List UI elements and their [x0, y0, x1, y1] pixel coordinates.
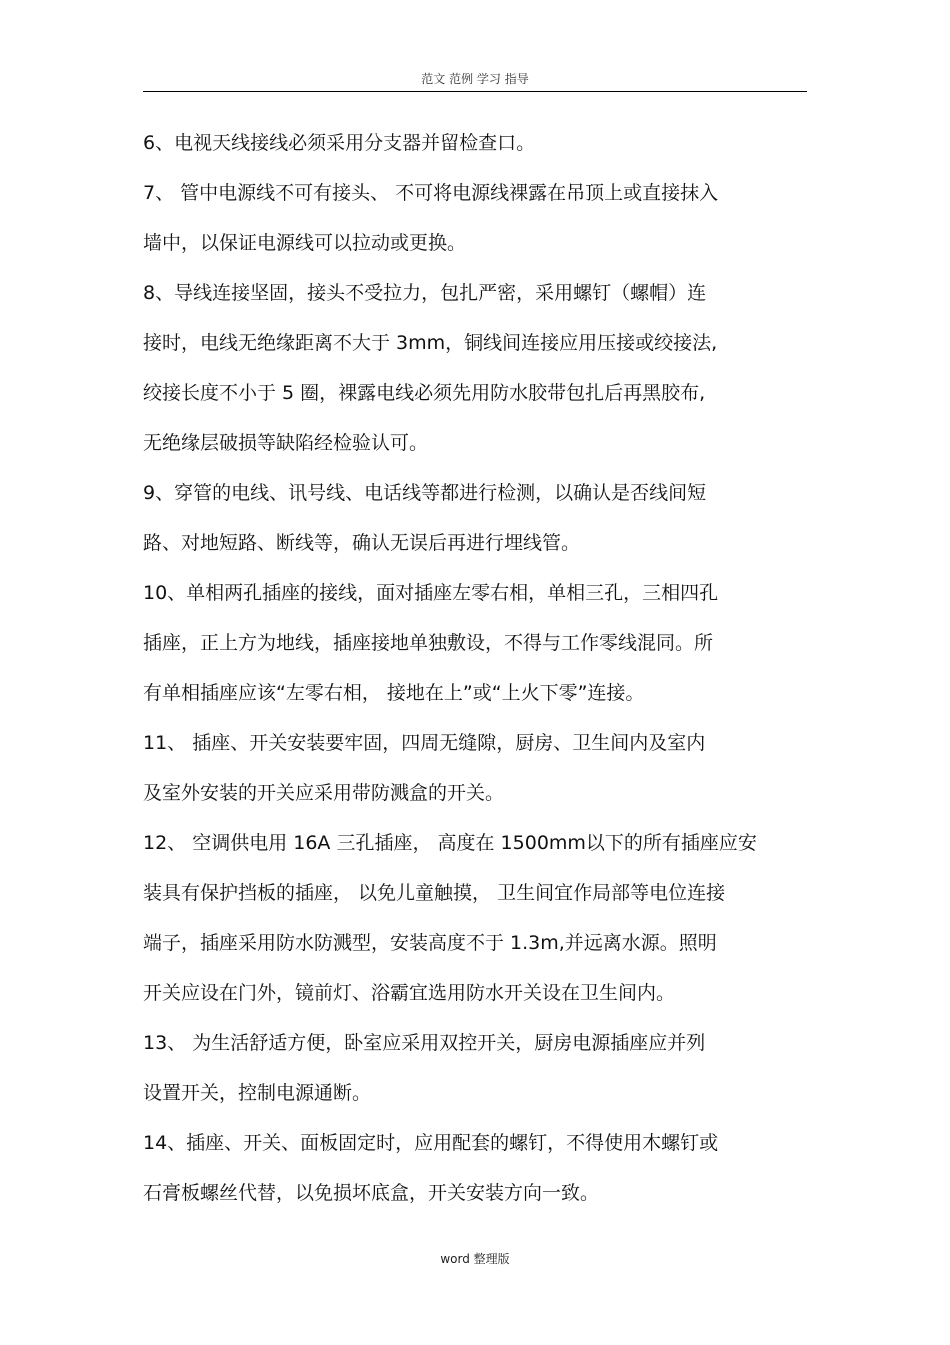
text-line-13: 11、 插座、开关安装要牢固，四周无缝隙，厨房、卫生间内及室内 — [143, 732, 706, 754]
text-line-20: 设置开关，控制电源通断。 — [143, 1082, 372, 1104]
text-line-12: 有单相插座应该“左零右相， 接地在上”或“上火下零”连接。 — [143, 682, 645, 704]
text-line-1: 6、电视天线接线必须采用分支器并留检查口。 — [143, 132, 536, 154]
text-line-2: 7、 管中电源线不可有接头、 不可将电源线裸露在吊顶上或直接抹入 — [143, 182, 719, 204]
text-line-9: 路、对地短路、断线等，确认无误后再进行埋线管。 — [143, 532, 581, 554]
document-body — [143, 118, 803, 1218]
text-line-10: 10、单相两孔插座的接线，面对插座左零右相，单相三孔，三相四孔 — [143, 582, 719, 604]
text-line-14: 及室外安装的开关应采用带防溅盒的开关。 — [143, 782, 505, 804]
text-line-3: 墙中，以保证电源线可以拉动或更换。 — [143, 232, 467, 254]
text-line-17: 端子，插座采用防水防溅型，安装高度不于 1.3m,并远离水源。照明 — [143, 932, 717, 954]
text-line-6: 绞接长度不小于 5 圈，裸露电线必须先用防水胶带包扎后再黑胶布, — [143, 382, 706, 404]
text-line-16: 装具有保护挡板的插座， 以免儿童触摸， 卫生间宜作局部等电位连接 — [143, 882, 726, 904]
text-line-11: 插座，正上方为地线，插座接地单独敷设，不得与工作零线混同。所 — [143, 632, 714, 654]
text-line-8: 9、穿管的电线、讯号线、电话线等都进行检测，以确认是否线间短 — [143, 482, 707, 504]
text-line-5: 接时，电线无绝缘距离不大于 3mm，铜线间连接应用压接或绞接法, — [143, 332, 718, 354]
text-line-19: 13、 为生活舒适方便，卧室应采用双控开关，厨房电源插座应并列 — [143, 1032, 706, 1054]
header-divider — [143, 91, 807, 92]
page-footer: word 整理版 — [440, 1252, 510, 1266]
text-line-18: 开关应设在门外，镜前灯、浴霸宜选用防水开关设在卫生间内。 — [143, 982, 676, 1004]
text-line-15: 12、 空调供电用 16A 三孔插座， 高度在 1500mm以下的所有插座应安 — [143, 832, 757, 854]
text-line-7: 无绝缘层破损等缺陷经检验认可。 — [143, 432, 429, 454]
text-line-21: 14、插座、开关、面板固定时，应用配套的螺钉，不得使用木螺钉或 — [143, 1132, 719, 1154]
page-header: 范文 范例 学习 指导 — [421, 72, 529, 86]
text-line-4: 8、导线连接坚固，接头不受拉力，包扎严密，采用螺钉（螺帽）连 — [143, 282, 707, 304]
text-line-22: 石膏板螺丝代替，以免损坏底盒，开关安装方向一致。 — [143, 1182, 600, 1204]
